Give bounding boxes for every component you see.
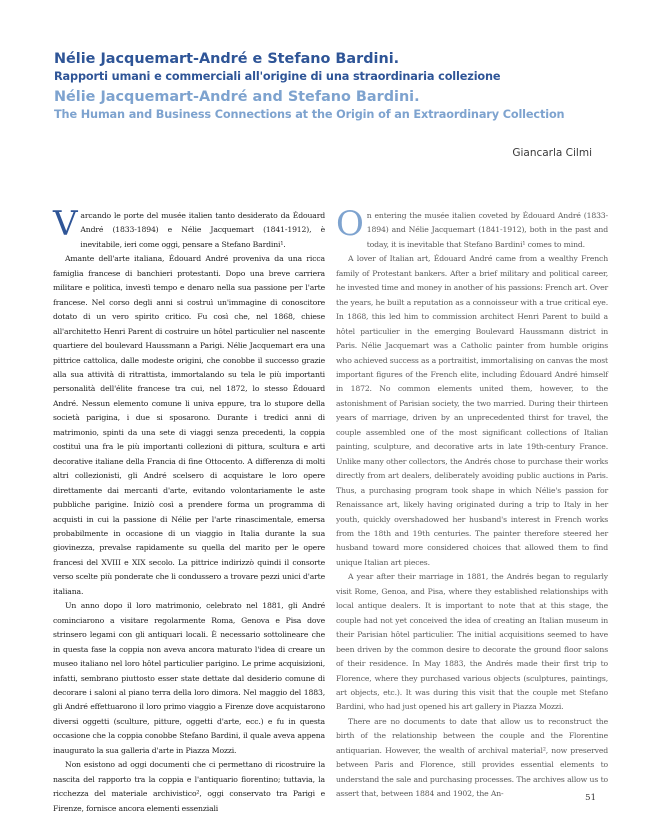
page-number: 51	[585, 793, 596, 803]
english-paragraph: A lover of Italian art, Édouard André came from a wealthy French family of Protestant bankers. After a brief military and political career, he invested time and money in another of his passions: French art. Over the years, he built a reputation as a connoisseur with a true critical eye. In 1868, this led him to commission architect Henri Parent to build a hôtel particulier in the emerging Boulevard Haussmann district in Paris. Nélie Jacquemart was a Catholic painter from humble origins who achieved success as a portraitist, immortalising on canvas the most important figures of the French elite, including Édouard André himself in 1872. No common elements united them, however, to the astonishment of Parisian society, the two married. During their thirteen years of marriage, driven by an unprecedented thirst for travel, the couple assembled one of the most significant collections of Italian painting, sculpture, and decorative arts in late 19th-century France. Unlike many other collectors, the Andrés chose to purchase their works directly from art dealers, deliberately avoiding public auctions in Paris. Thus, a purchasing program took shape in which Nélie's passion for Renaissance art, likely having originated during a trip to Italy in her youth, quickly overshadowed her husband's interest in French works from the 18th and 19th centuries. The painter therefore steered her husband toward more considered choices that allowed them to find unique Italian art pieces.	[336, 254, 608, 567]
title-block	[54, 50, 614, 123]
italian-subtitle: Rapporti umani e commerciali all'origine di una straordinaria collezione	[54, 70, 501, 83]
author-name: Giancarla Cilmi	[512, 147, 592, 159]
italian-paragraph: Un anno dopo il loro matrimonio, celebrato nel 1881, gli André cominciarono a visitare regolarmente Roma, Genova e Pisa dove strinsero legami con gli antiquari locali. È necessario sottolineare che in questa fase la coppia non aveva ancora maturato l'idea di creare un museo italiano nel loro hôtel particulier parigino. Le prime acquisizioni, infatti, sembrano piuttosto esser state dettate dal desiderio comune di decorare i saloni al piano terra della loro dimora. Nel maggio del 1883, gli André effettuarono il loro primo viaggio a Firenze dove acquistarono diversi oggetti (sculture, pitture, oggetti d'arte, ecc.) e fu in questa occasione che la coppia conobbe Stefano Bardini, il quale aveva appena inaugurato la sua galleria d'arte in Piazza Mozzi.	[53, 601, 325, 755]
english-column	[336, 204, 608, 802]
english-title: Nélie Jacquemart-André and Stefano Bardini.	[54, 89, 420, 105]
english-paragraph: A year after their marriage in 1881, the Andrés began to regularly visit Rome, Genoa, and Pisa, where they established relationships with local antique dealers. It is important to note that at this stage, the couple had not yet conceived the idea of creating an Italian museum in their Parisian hôtel particulier. The initial acquisitions seemed to have been driven by the common desire to decorate the ground floor salons of their residence. In May 1883, the Andrés made their first trip to Florence, where they purchased various objects (sculptures, paintings, art objects, etc.). It was during this visit that the couple met Stefano Bardini, who had just opened his art gallery in Piazza Mozzi.	[336, 572, 608, 712]
italian-paragraph-text: arcando le porte del musée italien tanto desiderato da Édouard André (1833-1894) e Nélie Jacquemart (1841-1912), è inevitabile, ieri come oggi, pensare a Stefano Bardini¹.	[80, 211, 325, 249]
italian-column	[53, 204, 325, 816]
english-paragraph-text: n entering the musée italien coveted by Édouard André (1833-1894) and Nélie Jacquemart (1841-1912), both in the past and today, it is inevitable that Stefano Bardini¹ comes to mind.	[366, 211, 608, 249]
english-dropcap: O	[336, 204, 364, 244]
italian-paragraph	[53, 204, 325, 252]
english-paragraph	[336, 204, 608, 252]
italian-dropcap: V	[53, 204, 78, 244]
italian-title: Nélie Jacquemart-André e Stefano Bardini.	[54, 51, 400, 67]
italian-paragraph: Amante dell'arte italiana, Édouard André proveniva da una ricca famiglia francese di banchieri protestanti. Dopo una breve carriera militare e politica, investì tempo e denaro nella sua passione per l'arte francese. Nel corso degli anni si costruì un'immagine di conoscitore dotato di un vero spirito critico. Fu così che, nel 1868, chiese all'architetto Henri Parent di costruire un hôtel particulier nel nascente quartiere del boulevard Haussmann a Parigi. Nélie Jacquemart era una pittrice cattolica, dalle modeste origini, che conobbe il successo grazie alla sua attività di ritrattista, immortalando su tela le più importanti personalità dell'élite francese tra cui, nel 1872, lo stesso Édouard André. Nessun elemento comune li univa eppure, tra lo stupore della società parigina, i due si sposarono. Durante i tredici anni di matrimonio, spinti da una sete di viaggi senza precedenti, la coppia costituì una fra le più importanti collezioni di pittura, scultura e arti decorative italiane della Francia di fine Ottocento. A differenza di molti altri collezionisti, gli André scelsero di acquistare le loro opere direttamente dai mercanti d'arte, evitando volontariamente le aste pubbliche parigine. Iniziò così a prendere forma un programma di acquisti in cui la passione di Nélie per l'arte rinascimentale, emersa probabilmente in occasione di un viaggio in Italia durante la sua giovinezza, prevalse rapidamente su quella del marito per le opere francesi del XVIII e XIX secolo. La pittrice indirizzò quindi il consorte verso scelte più ponderate che li condussero a trovare pezzi unici d'arte italiana.	[53, 254, 325, 596]
english-subtitle: The Human and Business Connections at the Origin of an Extraordinary Collection	[54, 108, 565, 121]
english-paragraph: There are no documents to date that allow us to reconstruct the birth of the relationship between the couple and the Florentine antiquarian. However, the wealth of archival material², now preserved between Paris and Florence, still provides essential elements to understand the sale and purchasing processes. The archives allow us to assert that, between 1884 and 1902, the An-	[336, 716, 608, 799]
italian-paragraph: Non esistono ad oggi documenti che ci permettano di ricostruire la nascita del rapporto tra la coppia e l'antiquario fiorentino; tuttavia, la ricchezza del materiale archivistico², oggi conservato tra Parigi e Firenze, fornisce ancora elementi essenziali	[53, 760, 325, 813]
